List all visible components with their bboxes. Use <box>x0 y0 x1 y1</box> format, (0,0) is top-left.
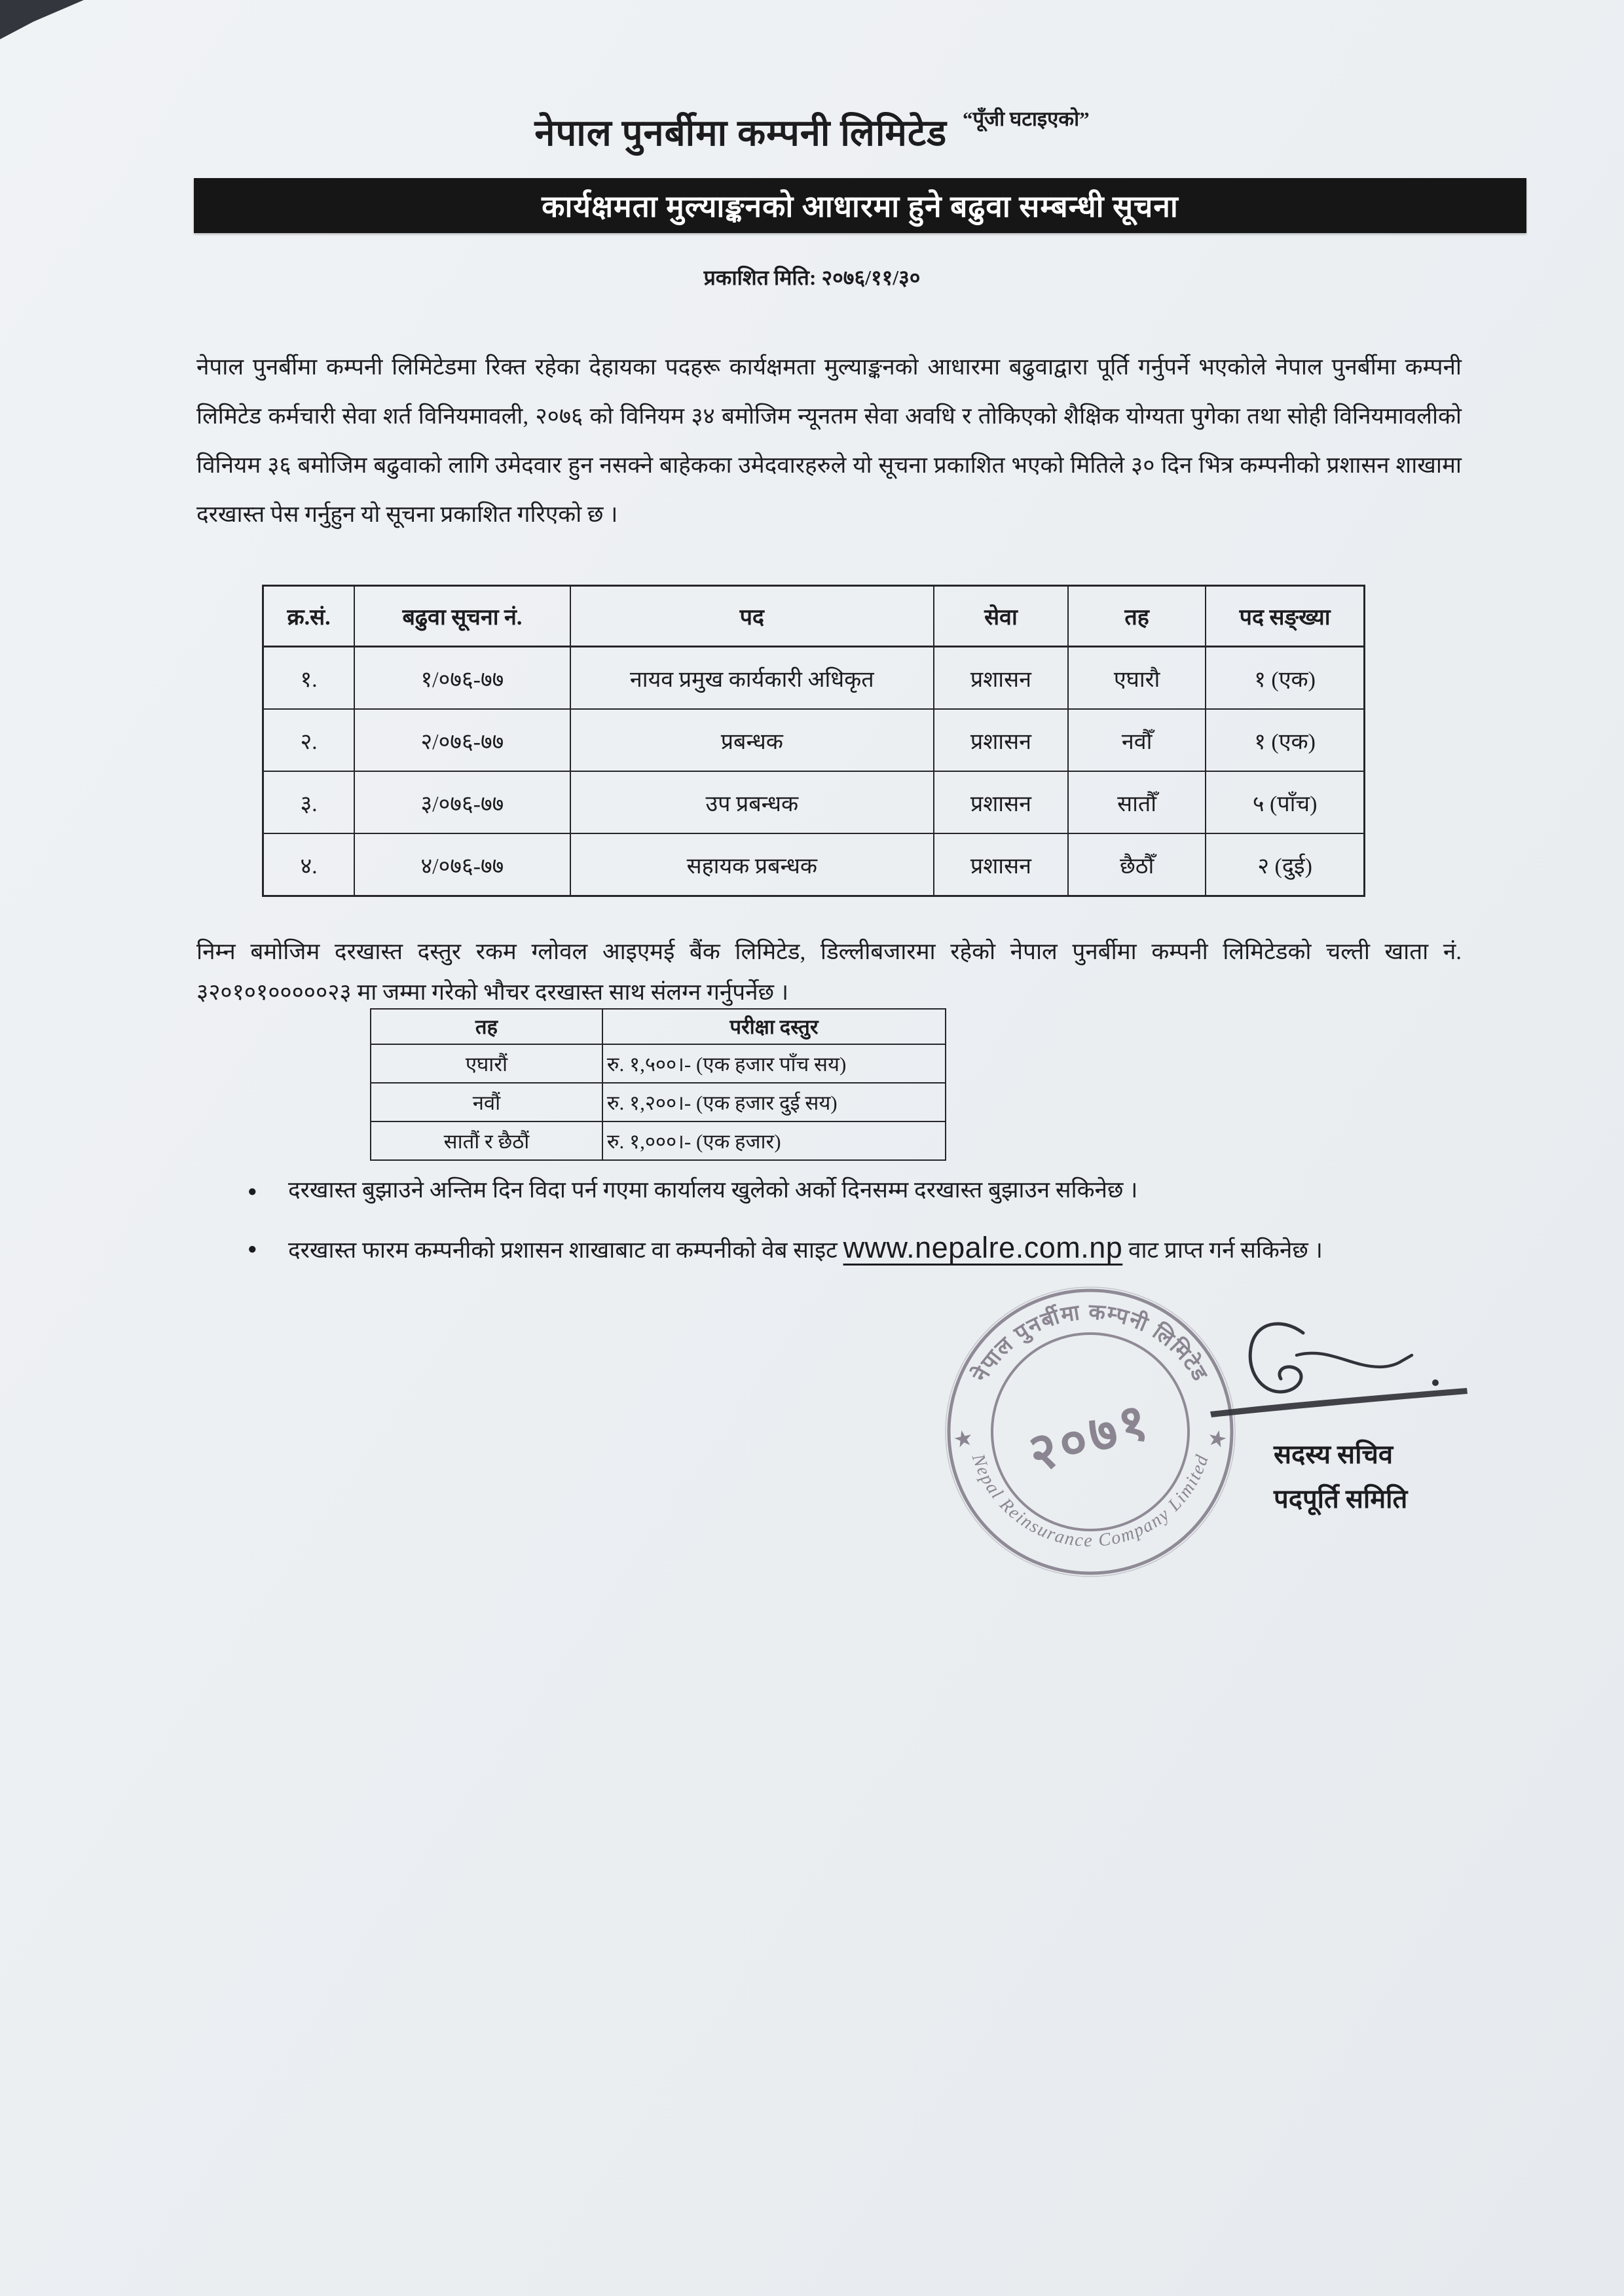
cell: छैठौँ <box>1068 833 1206 896</box>
cell: एघारौ <box>1068 647 1206 710</box>
cell: रु. १,२००।- (एक हजार दुई सय) <box>602 1083 946 1121</box>
cell: २. <box>263 709 355 771</box>
fee-paragraph: निम्न बमोजिम दरखास्त दस्तुर रकम ग्लोवल आइएमई बैंक लिमिटेड, डिल्लीबजारमा रहेको नेपाल पुनर्बीमा कम्पनी लिमिटेडको चल्ती खाता नं. ३२०१०१०००००२३ मा जम्मा गरेको भौचर दरखास्त साथ संलग्न गर्नुपर्नेछ । <box>196 939 1462 1005</box>
table-row <box>371 1044 946 1083</box>
document-header <box>0 105 1624 156</box>
company-seal-graphic <box>943 1285 1238 1579</box>
note-text: वाट प्राप्त गर्न सकिनेछ । <box>1122 1237 1323 1263</box>
signatory-committee: पदपूर्ति समिति <box>1274 1484 1408 1514</box>
scan-corner-artifact <box>0 0 84 39</box>
note-text: दरखास्त फारम कम्पनीको प्रशासन शाखाबाट वा कम्पनीको वेब साइट <box>288 1237 843 1263</box>
cell: उप प्रबन्धक <box>570 771 934 833</box>
seal-year: २०७१ <box>1022 1392 1158 1484</box>
cell: प्रशासन <box>934 709 1068 771</box>
vacancy-table-header-row <box>263 586 1365 647</box>
cell: ३/०७६-७७ <box>354 771 570 833</box>
cell: नायव प्रमुख कार्यकारी अधिकृत <box>570 647 934 710</box>
cell: रु. १,५००।- (एक हजार पाँच सय) <box>602 1044 946 1083</box>
notice-banner <box>194 178 1526 233</box>
published-date: प्रकाशित मिति: २०७६/११/३० <box>703 266 921 289</box>
bullet-icon: ● <box>248 1241 257 1258</box>
list-item <box>241 1224 1482 1274</box>
table-row <box>263 709 1365 771</box>
notice-banner-title: कार्यक्षमता मुल्याङ्कनको आधारमा हुने बढुवा सम्बन्धी सूचना <box>542 190 1179 223</box>
cell: नवौं <box>371 1083 602 1121</box>
cell: २/०७६-७७ <box>354 709 570 771</box>
notes-list <box>241 1167 1482 1285</box>
cell: १. <box>263 647 355 710</box>
vacancy-table <box>262 585 1365 897</box>
col-notice-no: बढुवा सूचना नं. <box>354 586 570 647</box>
cell: सातौं र छैठौं <box>371 1121 602 1160</box>
table-row <box>263 833 1365 896</box>
signature-graphic <box>1205 1315 1486 1426</box>
cell: १ (एक) <box>1206 647 1364 710</box>
signatory-block <box>1274 1432 1407 1522</box>
company-seal <box>943 1285 1238 1579</box>
bullet-icon: ● <box>248 1183 257 1200</box>
cell: १/०७६-७७ <box>354 647 570 710</box>
col-service: सेवा <box>934 586 1068 647</box>
col-exam-fee: परीक्षा दस्तुर <box>602 1009 946 1044</box>
cell: ४. <box>263 833 355 896</box>
signatory-title: सदस्य सचिव <box>1274 1440 1393 1469</box>
col-level: तह <box>371 1009 602 1044</box>
website-url: www.nepalre.com.np <box>843 1231 1123 1264</box>
cell: ५ (पाँच) <box>1206 771 1364 833</box>
col-serial: क्र.सं. <box>263 586 355 647</box>
col-post: पद <box>570 586 934 647</box>
seal-top-text: नेपाल पुनर्बीमा कम्पनी लिमिटेड <box>969 1300 1212 1386</box>
signature <box>1205 1315 1486 1426</box>
cell: प्रशासन <box>934 833 1068 896</box>
svg-text:नेपाल पुनर्बीमा कम्पनी लिमिटेड <box>967 1301 1211 1387</box>
exam-fee-table <box>370 1008 946 1161</box>
cell: प्रशासन <box>934 771 1068 833</box>
star-icon: ★ <box>1204 1425 1230 1453</box>
seal-bottom-text: Nepal Reinsurance Company Limited <box>967 1451 1213 1552</box>
intro-paragraph: नेपाल पुनर्बीमा कम्पनी लिमिटेडमा रिक्त रहेका देहायका पदहरू कार्यक्षमता मुल्याङ्कनको आधारमा बढुवाद्वारा पूर्ति गर्नुपर्ने भएकोले नेपाल पुनर्बीमा कम्पनी लिमिटेड कर्मचारी सेवा शर्त विनियमावली, २०७६ को विनियम ३४ बमोजिम न्यूनतम सेवा अवधि र तोकिएको शैक्षिक योग्यता पुगेका तथा सोही विनियमावलीको विनियम ३६ बमोजिम बढुवाको लागि उमेदवार हुन नसक्ने बाहेकका उमेदवारहरुले यो सूचना प्रकाशित भएको मितिले ३० दिन भित्र कम्पनीको प्रशासन शाखामा दरखास्त पेस गर्नुहुन यो सूचना प्रकाशित गरिएको छ । <box>196 354 1462 527</box>
cell: एघारौं <box>371 1044 602 1083</box>
company-title: नेपाल पुनर्बीमा कम्पनी लिमिटेड <box>534 113 948 154</box>
col-level: तह <box>1068 586 1206 647</box>
cell: रु. १,०००।- (एक हजार) <box>602 1121 946 1160</box>
star-icon: ★ <box>951 1425 976 1453</box>
cell: २ (दुई) <box>1206 833 1364 896</box>
company-title-note: “पूँजी घटाइएको” <box>963 107 1090 130</box>
table-row <box>371 1121 946 1160</box>
cell: सहायक प्रबन्धक <box>570 833 934 896</box>
cell: ३. <box>263 771 355 833</box>
table-row <box>263 771 1365 833</box>
cell: १ (एक) <box>1206 709 1364 771</box>
note-text: दरखास्त बुझाउने अन्तिम दिन विदा पर्न गएमा कार्यालय खुलेको अर्को दिनसम्म दरखास्त बुझाउन सकिनेछ । <box>288 1177 1138 1203</box>
cell: प्रबन्धक <box>570 709 934 771</box>
table-row <box>263 647 1365 710</box>
cell: सातौँ <box>1068 771 1206 833</box>
cell: ४/०७६-७७ <box>354 833 570 896</box>
fee-table-header-row <box>371 1009 946 1044</box>
cell: प्रशासन <box>934 647 1068 710</box>
list-item <box>241 1167 1482 1214</box>
col-post-count: पद सङ्ख्या <box>1206 586 1364 647</box>
cell: नवौँ <box>1068 709 1206 771</box>
table-row <box>371 1083 946 1121</box>
